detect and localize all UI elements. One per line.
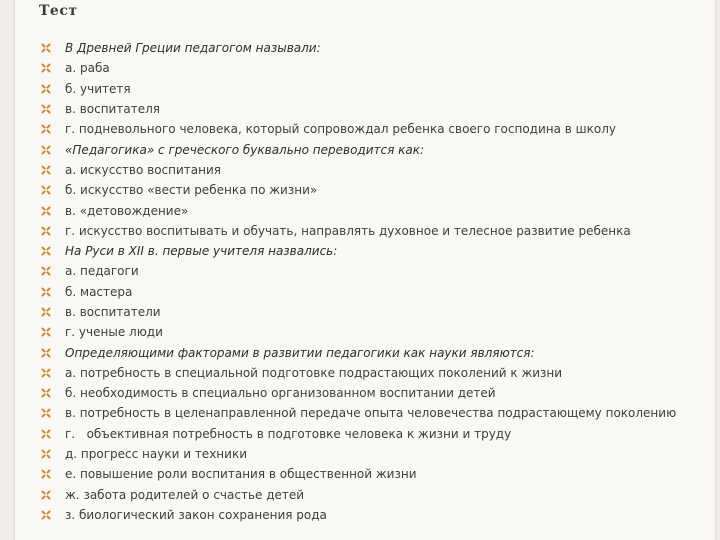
answer-text: д. прогресс науки и техники bbox=[65, 447, 247, 462]
x-mark-bullet-icon bbox=[41, 429, 51, 439]
x-mark-bullet-icon bbox=[41, 287, 51, 297]
x-mark-bullet-icon bbox=[41, 226, 51, 236]
x-mark-bullet-icon bbox=[41, 510, 51, 520]
x-mark-bullet-icon bbox=[41, 490, 51, 500]
list-item bbox=[41, 342, 676, 362]
list-item bbox=[41, 322, 676, 342]
list-item bbox=[41, 241, 676, 261]
answer-text: г. ученые люди bbox=[65, 325, 163, 340]
x-mark-bullet-icon bbox=[41, 307, 51, 317]
list-item bbox=[41, 261, 676, 281]
x-mark-bullet-icon bbox=[41, 327, 51, 337]
answer-text: е. повышение роли воспитания в общественной жизни bbox=[65, 467, 417, 482]
answer-text: з. биологический закон сохранения рода bbox=[65, 507, 327, 522]
answer-text: б. необходимость в специально организованном воспитании детей bbox=[65, 386, 496, 401]
x-mark-bullet-icon bbox=[41, 104, 51, 114]
list-item bbox=[41, 58, 676, 78]
list-item bbox=[41, 464, 676, 484]
list-item bbox=[41, 99, 676, 119]
x-mark-bullet-icon bbox=[41, 145, 51, 155]
answer-text: б. мастера bbox=[65, 284, 133, 299]
question-text: Определяющими факторами в развитии педагогики как науки являются: bbox=[65, 345, 535, 360]
answer-text: г. подневольного человека, который сопровождал ребенка своего господина в школу bbox=[65, 122, 617, 137]
x-mark-bullet-icon bbox=[41, 165, 51, 175]
x-mark-bullet-icon bbox=[41, 266, 51, 276]
list-item bbox=[41, 79, 676, 99]
answer-text: в. потребность в целенаправленной передаче опыта человечества подрастающему поколению bbox=[65, 406, 677, 421]
x-mark-bullet-icon bbox=[41, 63, 51, 73]
list-item bbox=[41, 38, 676, 58]
list-item bbox=[41, 221, 676, 241]
bullet-list bbox=[41, 38, 676, 525]
question-text: На Руси в XII в. первые учителя назвались: bbox=[65, 244, 338, 259]
answer-text: а. раба bbox=[65, 61, 110, 76]
answer-text: б. учитетя bbox=[65, 81, 131, 96]
answer-text: в. «детовождение» bbox=[65, 203, 189, 218]
answer-text: г. объективная потребность в подготовке человека к жизни и труду bbox=[65, 426, 512, 441]
answer-text: г. искусство воспитывать и обучать, направлять духовное и телесное развитие ребенка bbox=[65, 223, 631, 238]
x-mark-bullet-icon bbox=[41, 388, 51, 398]
x-mark-bullet-icon bbox=[41, 348, 51, 358]
list-item bbox=[41, 444, 676, 464]
x-mark-bullet-icon bbox=[41, 124, 51, 134]
x-mark-bullet-icon bbox=[41, 185, 51, 195]
x-mark-bullet-icon bbox=[41, 368, 51, 378]
x-mark-bullet-icon bbox=[41, 43, 51, 53]
x-mark-bullet-icon bbox=[41, 84, 51, 94]
slide bbox=[14, 0, 716, 540]
answer-text: а. педагоги bbox=[65, 264, 139, 279]
list-item bbox=[41, 139, 676, 159]
slide-title: Тест bbox=[39, 3, 78, 19]
list-item bbox=[41, 505, 676, 525]
list-item bbox=[41, 180, 676, 200]
list-item bbox=[41, 160, 676, 180]
answer-text: в. воспитателя bbox=[65, 102, 160, 117]
x-mark-bullet-icon bbox=[41, 449, 51, 459]
list-item bbox=[41, 302, 676, 322]
x-mark-bullet-icon bbox=[41, 246, 51, 256]
list-item bbox=[41, 403, 676, 423]
answer-text: а. искусство воспитания bbox=[65, 162, 222, 177]
answer-text: ж. забота родителей о счастье детей bbox=[65, 487, 305, 502]
x-mark-bullet-icon bbox=[41, 206, 51, 216]
list-item bbox=[41, 485, 676, 505]
answer-text: в. воспитатели bbox=[65, 305, 161, 319]
answer-text: б. искусство «вести ребенка по жизни» bbox=[65, 183, 318, 198]
question-text: В Древней Греции педагогом называли: bbox=[65, 41, 321, 56]
list-item bbox=[41, 119, 676, 139]
answer-text: а. потребность в специальной подготовке подрастающих поколений к жизни bbox=[65, 365, 563, 380]
list-item bbox=[41, 424, 676, 444]
list-item bbox=[41, 200, 676, 220]
x-mark-bullet-icon bbox=[41, 408, 51, 418]
list-item bbox=[41, 282, 676, 302]
x-mark-bullet-icon bbox=[41, 469, 51, 479]
question-text: «Педагогика» с греческого буквально переводится как: bbox=[65, 142, 425, 157]
list-item bbox=[41, 383, 676, 403]
list-item bbox=[41, 363, 676, 383]
